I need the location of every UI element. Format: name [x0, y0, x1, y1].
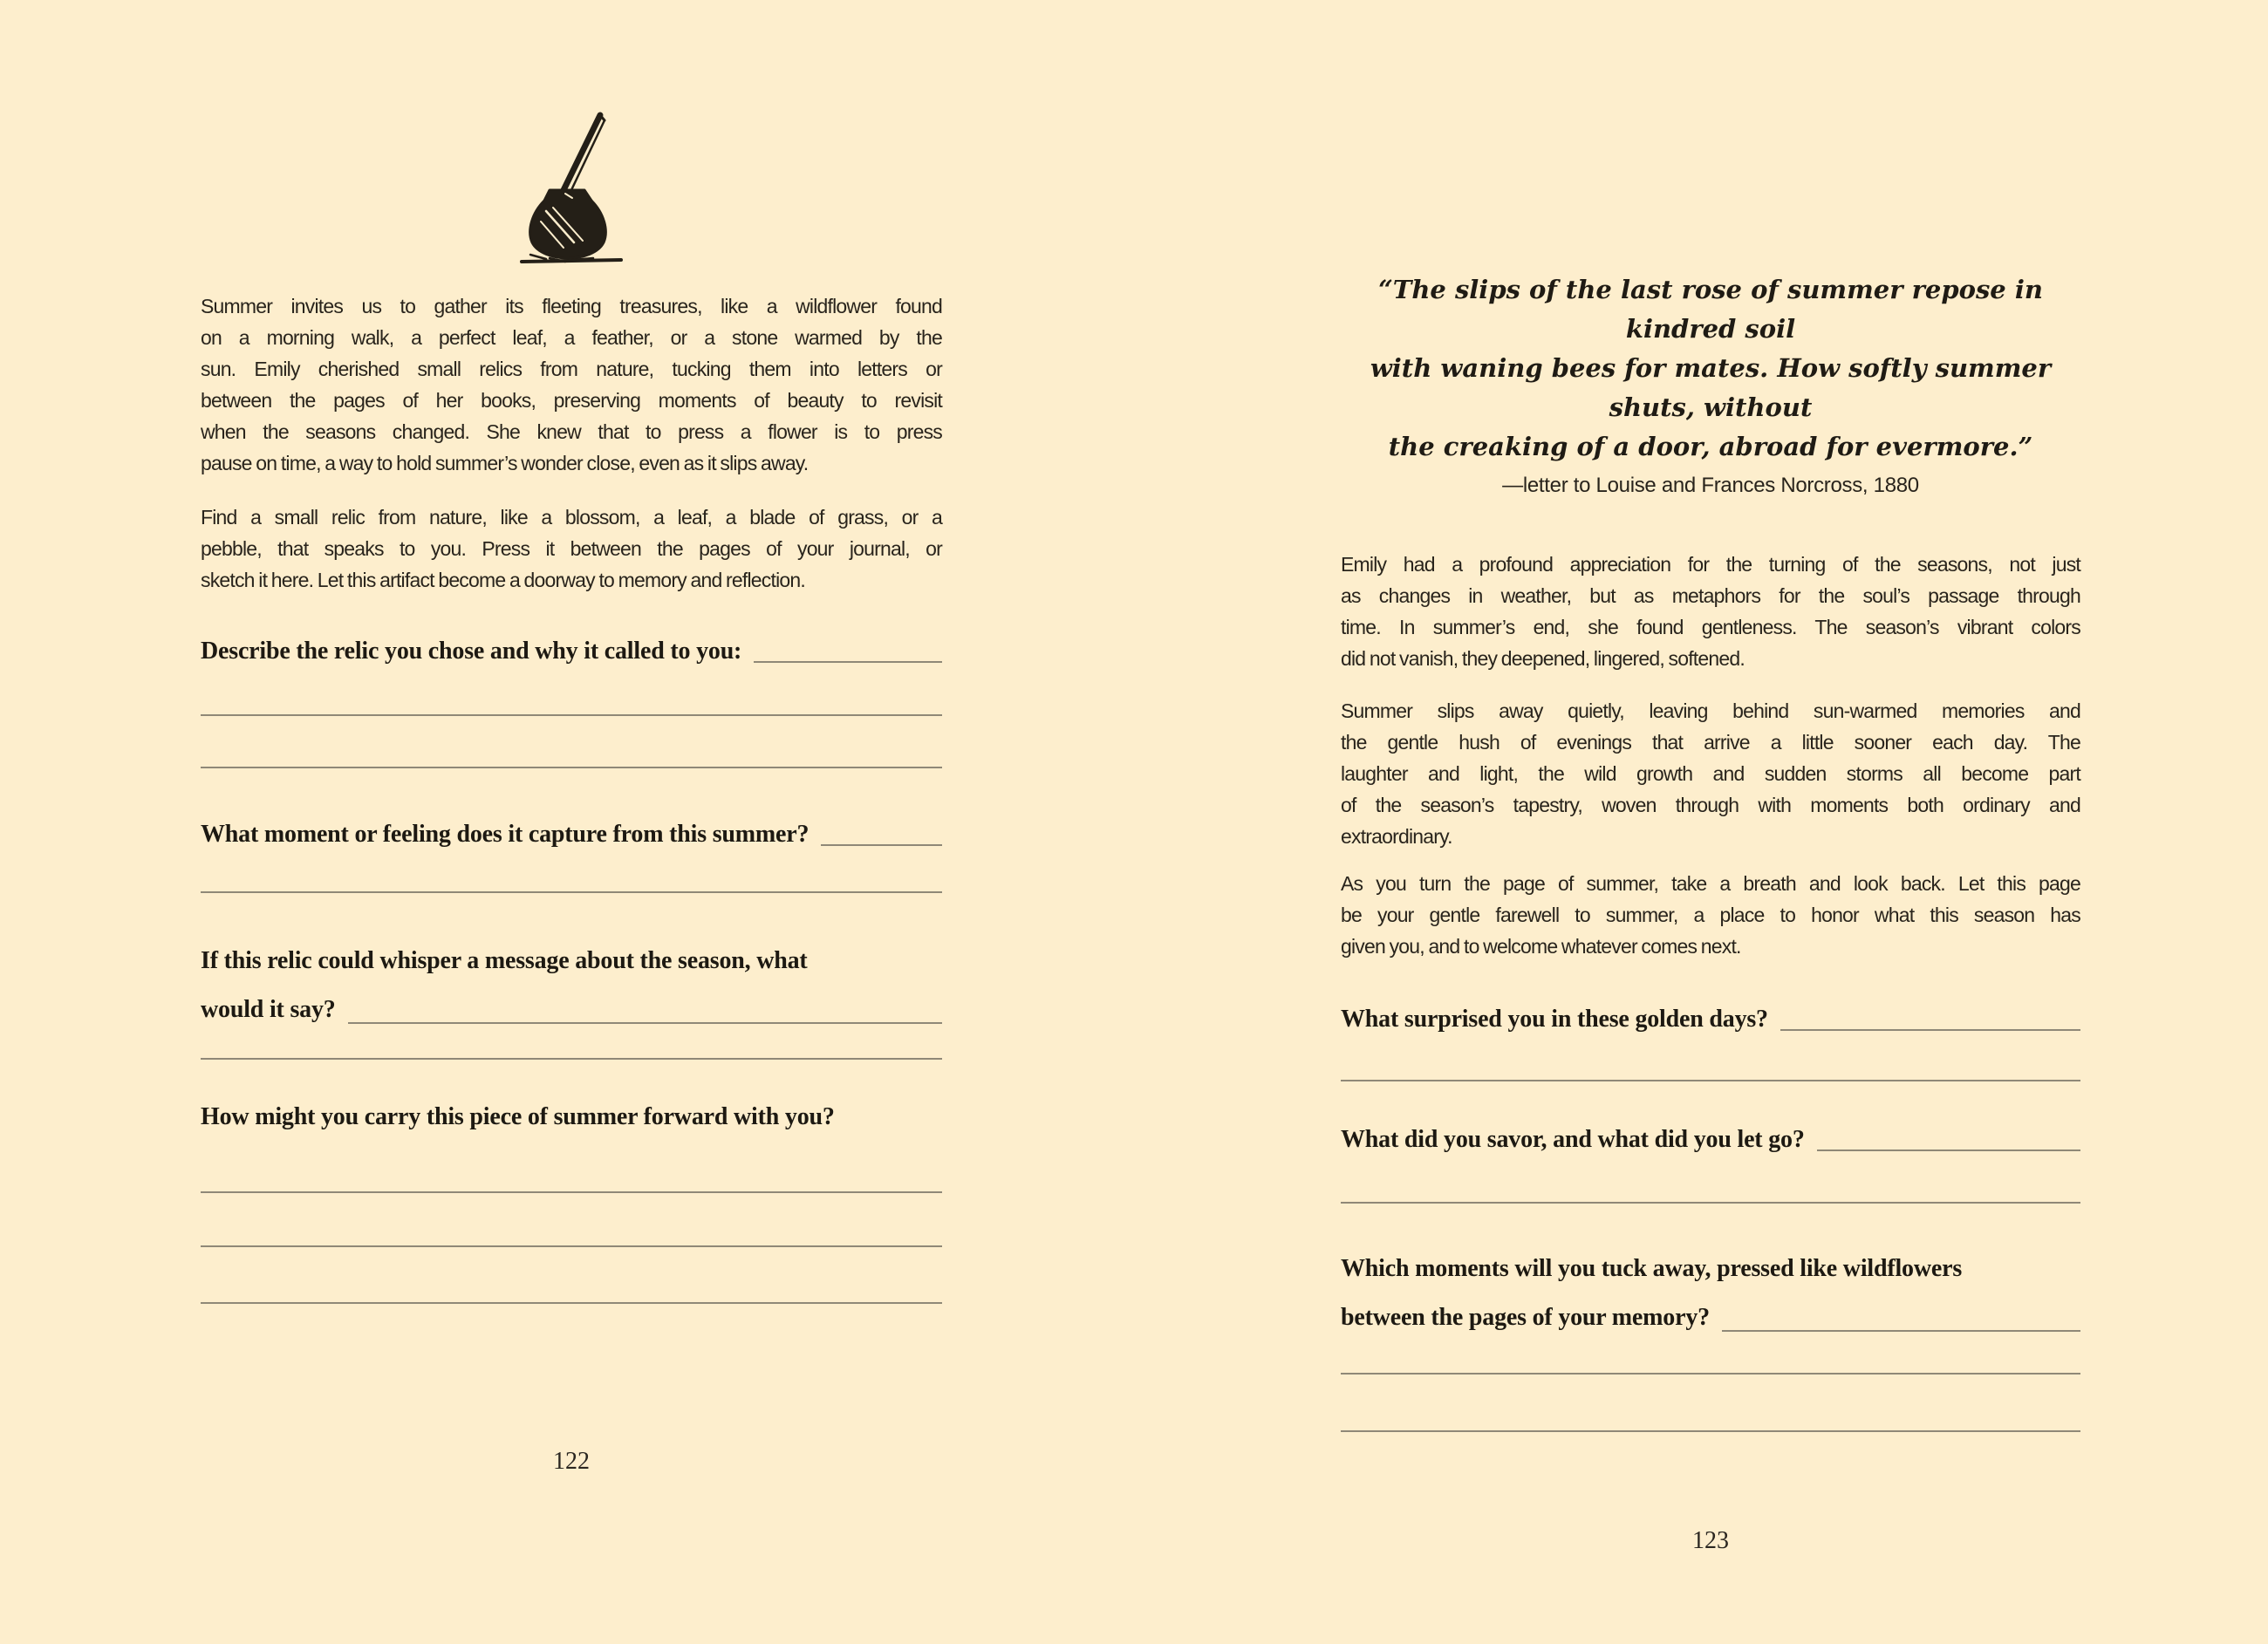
writing-line — [201, 1191, 942, 1193]
paragraph-line: Summer invites us to gather its fleeting treasures, like a wildflower found — [201, 295, 942, 317]
prompt-label: What did you savor, and what did you let go? — [1341, 1126, 1805, 1153]
writing-line — [201, 1058, 942, 1060]
seasons-paragraph — [1341, 549, 2080, 674]
writing-line — [201, 1302, 942, 1304]
paragraph-line: pebble, that speaks to you. Press it between the pages of your journal, or — [201, 537, 942, 560]
paragraph-line: be your gentle farewell to summer, a place to honor what this season has — [1341, 904, 2080, 926]
paragraph-line: laughter and light, the wild growth and sudden storms all become part — [1341, 762, 2080, 785]
prompt-describe-relic — [201, 634, 942, 669]
paragraph-line: when the seasons changed. She knew that to press a flower is to press — [201, 420, 942, 443]
paragraph-line: As you turn the page of summer, take a breath and look back. Let this page — [1341, 872, 2080, 895]
paragraph-line: pause on time, a way to hold summer’s wonder close, even as it slips away. — [201, 452, 809, 474]
prompt-label: Describe the relic you chose and why it called to you: — [201, 638, 742, 665]
dickinson-quote — [1341, 270, 2080, 467]
prompt-label: What surprised you in these golden days? — [1341, 1006, 1768, 1033]
page-number: 123 — [1692, 1527, 1729, 1554]
answer-line — [1780, 1029, 2080, 1031]
prompt-savor — [1341, 1122, 2080, 1157]
paragraph-line: did not vanish, they deepened, lingered, softened. — [1341, 647, 1745, 670]
paragraph-line: extraordinary. — [1341, 825, 1452, 848]
paragraph-line: sun. Emily cherished small relics from nature, tucking them into letters or — [201, 358, 942, 380]
prompt-surprised — [1341, 1002, 2080, 1037]
prompt-label: How might you carry this piece of summer forward with you? — [201, 1103, 835, 1130]
paragraph-line: of the season’s tapestry, woven through with moments both ordinary and — [1341, 794, 2080, 816]
paragraph-line: between the pages of her books, preserving moments of beauty to revisit — [201, 389, 942, 412]
prompt-label: If this relic could whisper a message about the season, what — [201, 947, 808, 974]
quote-line: the creaking of a door, abroad for evermore.” — [1388, 432, 2033, 461]
writing-line — [201, 891, 942, 893]
writing-line — [1341, 1080, 2080, 1081]
answer-line — [348, 1022, 942, 1024]
quote-attribution: —letter to Louise and Frances Norcross, 1880 — [1502, 474, 1919, 497]
quote-line: “The slips of the last rose of summer repose in kindred soil — [1378, 275, 2043, 344]
prompt-label: would it say? — [201, 996, 336, 1023]
writing-line — [201, 767, 942, 768]
prompt-label: What moment or feeling does it capture from this summer? — [201, 821, 810, 848]
slips-away-paragraph — [1341, 695, 2080, 852]
quote-line: with waning bees for mates. How softly summer shuts, without — [1370, 353, 2052, 422]
prompt-moment-feeling — [201, 817, 942, 852]
writing-line — [1341, 1202, 2080, 1204]
writing-line — [201, 1245, 942, 1247]
prompt-label: between the pages of your memory? — [1341, 1304, 1710, 1331]
turn-page-paragraph — [1341, 868, 2080, 962]
paragraph-line: Find a small relic from nature, like a blossom, a leaf, a blade of grass, or a — [201, 506, 942, 529]
intro-paragraph — [201, 290, 942, 479]
page-right — [1134, 0, 2268, 1644]
prompt-whisper-message — [201, 937, 942, 1034]
prompt-tuck-away — [1341, 1245, 2080, 1342]
writing-line — [201, 714, 942, 716]
inkwell-pen-icon — [201, 110, 942, 269]
page-number: 122 — [553, 1448, 590, 1475]
paragraph-line: sketch it here. Let this artifact become a doorway to memory and reflection. — [201, 569, 805, 591]
paragraph-line: time. In summer’s end, she found gentleness. The season’s vibrant colors — [1341, 616, 2080, 638]
paragraph-line: given you, and to welcome whatever comes next. — [1341, 935, 1741, 958]
paragraph-line: on a morning walk, a perfect leaf, a feather, or a stone warmed by the — [201, 326, 942, 349]
answer-line — [1817, 1149, 2080, 1151]
paragraph-line: as changes in weather, but as metaphors for the soul’s passage through — [1341, 584, 2080, 607]
answer-line — [821, 844, 942, 846]
answer-line — [1722, 1330, 2080, 1332]
paragraph-line: Summer slips away quietly, leaving behind sun-warmed memories and — [1341, 699, 2080, 722]
writing-line — [1341, 1373, 2080, 1375]
paragraph-line: Emily had a profound appreciation for the turning of the seasons, not just — [1341, 553, 2080, 576]
answer-line — [754, 661, 942, 663]
prompt-carry-forward — [201, 1100, 942, 1135]
writing-line — [1341, 1430, 2080, 1432]
prompt-label: Which moments will you tuck away, pressed like wildflowers — [1341, 1255, 1963, 1282]
paragraph-line: the gentle hush of evenings that arrive a little sooner each day. The — [1341, 731, 2080, 754]
activity-paragraph — [201, 501, 942, 596]
